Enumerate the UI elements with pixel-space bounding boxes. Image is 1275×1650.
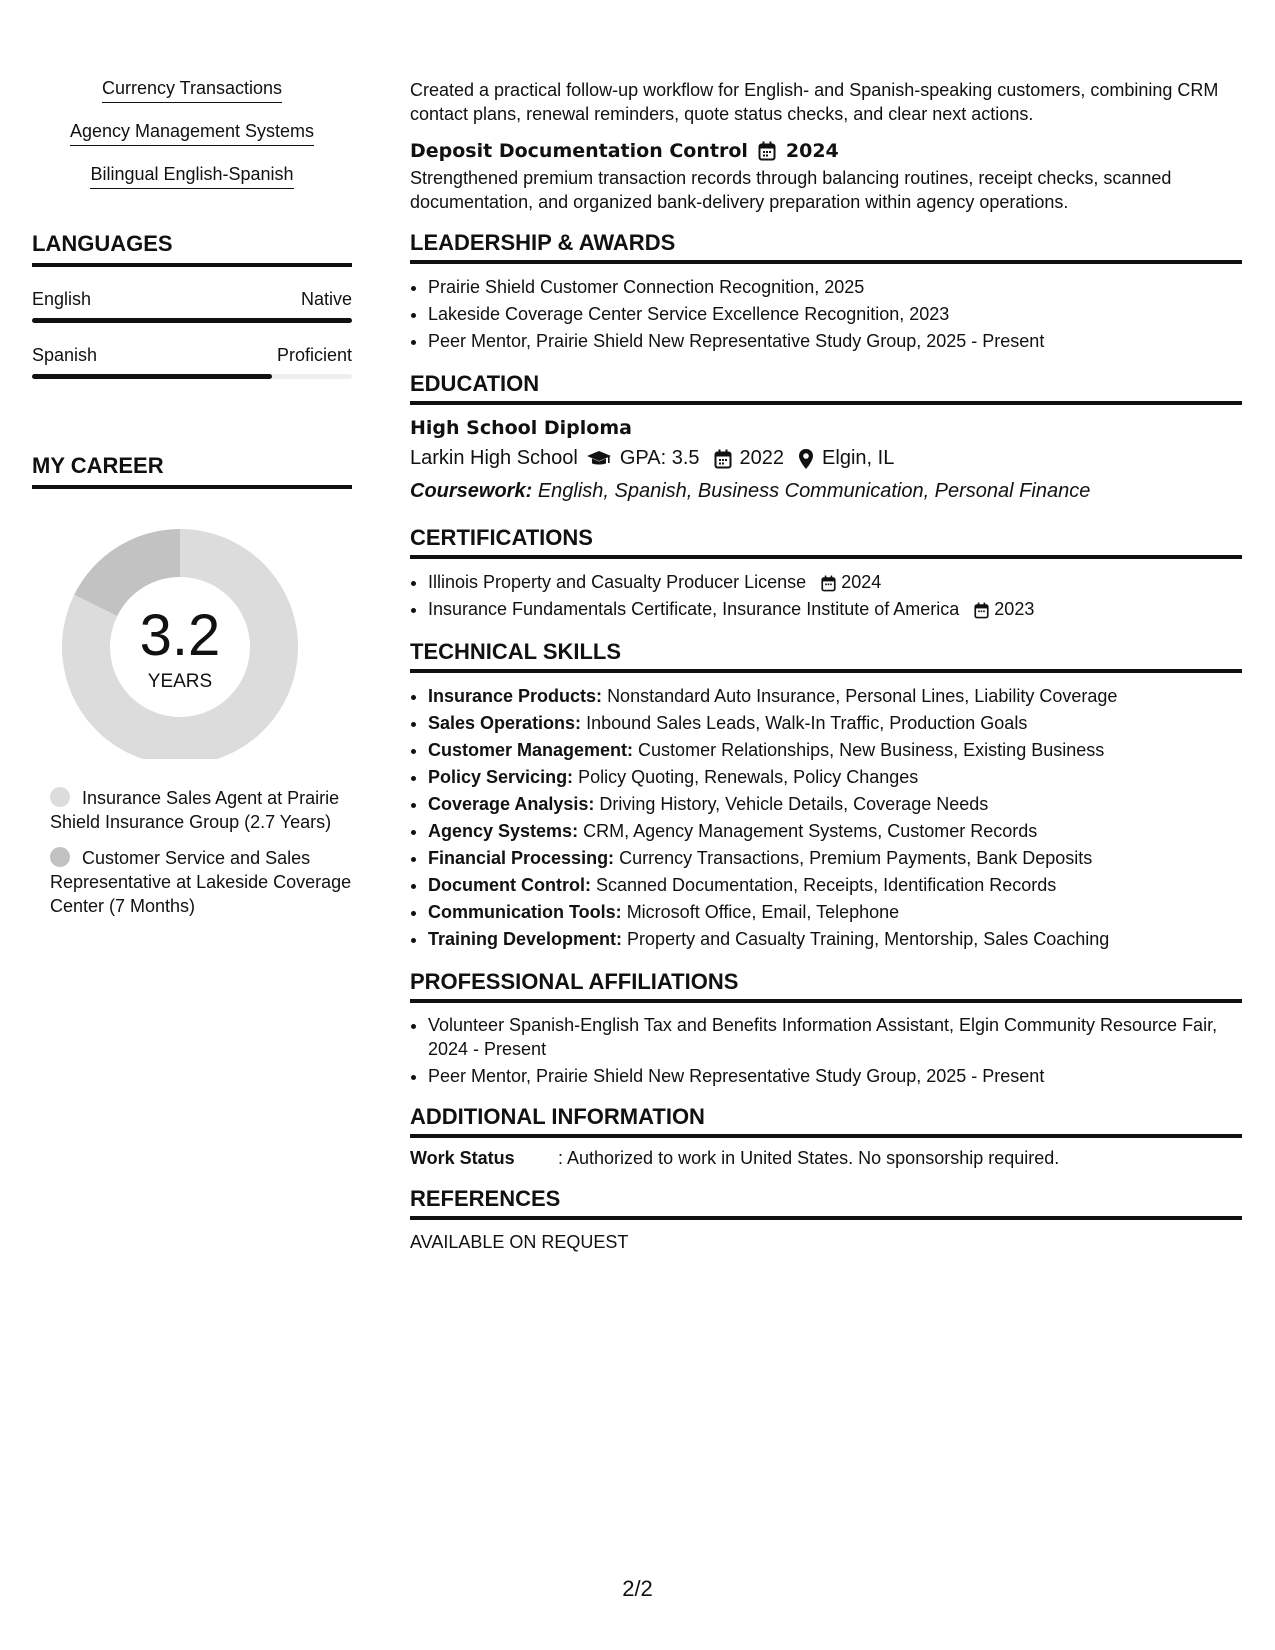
list-item: • Volunteer Spanish-English Tax and Benefits Information Assistant, Elgin Community Resource Fair, 2024 - Present [428, 1013, 1242, 1061]
career-total: 3.2 [139, 603, 221, 668]
skill-value: Policy Quoting, Renewals, Policy Changes [578, 767, 919, 787]
skill-value: Customer Relationships, New Business, Existing Business [638, 740, 1105, 760]
career-legend-label: Customer Service and Sales Representative at Lakeside Coverage Center (7 Months) [50, 848, 352, 916]
skill-label: Agency Systems: [428, 821, 579, 841]
language-level: Native [300, 289, 352, 309]
list-item [428, 569, 1242, 596]
list-item: • Prairie Shield Customer Connection Recognition, 2025 [428, 274, 1242, 301]
sidebar [32, 78, 352, 930]
leadership-list [410, 274, 1242, 355]
skill-label: Coverage Analysis: [428, 794, 595, 814]
language-item [32, 289, 352, 323]
skill-label: Sales Operations: [428, 713, 582, 733]
certification-name: Illinois Property and Casualty Producer License [428, 572, 807, 592]
language-bar [32, 318, 352, 323]
coursework-label: Coursework: [410, 480, 533, 502]
career-heading: MY CAREER [32, 453, 352, 489]
language-bar-fill [32, 374, 272, 379]
page-number: 2/2 [622, 1576, 653, 1601]
language-level: Proficient [276, 345, 352, 365]
calendar-icon [821, 575, 836, 592]
education-gpa: GPA: 3.5 [619, 447, 700, 469]
certifications-list [410, 569, 1242, 623]
list-item [428, 872, 1242, 899]
calendar-icon [714, 449, 732, 469]
skill-value: Scanned Documentation, Receipts, Identification Records [596, 875, 1057, 895]
education-coursework [410, 480, 1242, 503]
list-item [428, 818, 1242, 845]
skill-value: Property and Casualty Training, Mentorship, Sales Coaching [627, 929, 1110, 949]
language-name: Spanish [32, 345, 98, 365]
calendar-icon [758, 141, 776, 161]
skill-label: Insurance Products: [428, 686, 603, 706]
main-content [410, 78, 1242, 1254]
skill-tag[interactable]: Currency Transactions [102, 78, 282, 103]
references-heading: REFERENCES [410, 1186, 1242, 1220]
language-bar-fill [32, 318, 352, 323]
leadership-heading: LEADERSHIP & AWARDS [410, 230, 1242, 264]
work-status-row [410, 1146, 1242, 1170]
career-legend [32, 786, 352, 918]
list-item [428, 899, 1242, 926]
languages-heading: LANGUAGES [32, 231, 352, 267]
skill-value: Microsoft Office, Email, Telephone [626, 902, 900, 922]
skill-tag[interactable]: Agency Management Systems [70, 121, 314, 146]
project-title: Deposit Documentation Control [410, 140, 748, 162]
skill-label: Training Development: [428, 929, 623, 949]
education-degree: High School Diploma [410, 417, 632, 439]
affiliations-list [410, 1013, 1242, 1088]
list-item [428, 764, 1242, 791]
location-pin-icon [798, 448, 814, 470]
project-year: 2024 [785, 140, 839, 162]
language-bar [32, 374, 352, 379]
project-heading [410, 140, 1242, 162]
list-item [428, 710, 1242, 737]
affiliations-heading: PROFESSIONAL AFFILIATIONS [410, 969, 1242, 1003]
list-item: • Peer Mentor, Prairie Shield New Representative Study Group, 2025 - Present [428, 1064, 1242, 1088]
calendar-icon [974, 602, 989, 619]
education-school: Larkin High School [410, 447, 578, 469]
skill-label: Communication Tools: [428, 902, 622, 922]
work-status-value: : Authorized to work in United States. No sponsorship required. [558, 1148, 1060, 1168]
list-item [428, 845, 1242, 872]
references-text: AVAILABLE ON REQUEST [410, 1232, 629, 1252]
list-item [428, 596, 1242, 623]
skill-label: Financial Processing: [428, 848, 615, 868]
coursework-value: English, Spanish, Business Communication, Personal Finance [537, 480, 1091, 502]
list-item [428, 926, 1242, 953]
skill-label: Document Control: [428, 875, 591, 895]
list-item: • Peer Mentor, Prairie Shield New Representative Study Group, 2025 - Present [428, 328, 1242, 355]
career-unit: YEARS [147, 671, 213, 692]
career-legend-label: Insurance Sales Agent at Prairie Shield Insurance Group (2.7 Years) [50, 788, 340, 832]
list-item [428, 791, 1242, 818]
work-status-label: Work Status [410, 1148, 515, 1168]
list-item [428, 683, 1242, 710]
skill-value: Currency Transactions, Premium Payments, Bank Deposits [619, 848, 1093, 868]
skill-label: Policy Servicing: [428, 767, 574, 787]
career-legend-item [50, 846, 352, 918]
skill-value: Driving History, Vehicle Details, Coverage Needs [599, 794, 989, 814]
skills-list [32, 78, 352, 189]
career-donut-chart [32, 489, 352, 759]
education-location: Elgin, IL [822, 447, 895, 469]
education-details [410, 447, 1242, 470]
project-intro-text: Created a practical follow-up workflow for English- and Spanish-speaking customers, combining CRM contact plans, renewal reminders, quote status checks, and clear next actions. [410, 80, 1219, 124]
legend-dot [50, 847, 70, 867]
language-item [32, 345, 352, 379]
technical-skills-heading: TECHNICAL SKILLS [410, 639, 1242, 673]
list-item [428, 737, 1242, 764]
education-heading: EDUCATION [410, 371, 1242, 405]
certification-year: 2024 [841, 572, 882, 592]
education-year: 2022 [739, 447, 785, 469]
skill-value: CRM, Agency Management Systems, Customer Records [583, 821, 1038, 841]
certification-year: 2023 [994, 599, 1035, 619]
skill-label: Customer Management: [428, 740, 634, 760]
legend-dot [50, 787, 70, 807]
skill-tag[interactable]: Bilingual English-Spanish [90, 164, 293, 189]
language-name: English [32, 289, 92, 309]
technical-skills-list [410, 683, 1242, 953]
additional-info-heading: ADDITIONAL INFORMATION [410, 1104, 1242, 1138]
skill-value: Nonstandard Auto Insurance, Personal Lines, Liability Coverage [607, 686, 1118, 706]
graduation-cap-icon [586, 450, 612, 468]
career-legend-item [50, 786, 352, 834]
certifications-heading: CERTIFICATIONS [410, 525, 1242, 559]
skill-value: Inbound Sales Leads, Walk-In Traffic, Production Goals [586, 713, 1028, 733]
certification-name: Insurance Fundamentals Certificate, Insurance Institute of America [428, 599, 960, 619]
project-description: Strengthened premium transaction records through balancing routines, receipt checks, scanned documentation, and organized bank-delivery preparation within agency operations. [410, 168, 1172, 212]
list-item: • Lakeside Coverage Center Service Excellence Recognition, 2023 [428, 301, 1242, 328]
